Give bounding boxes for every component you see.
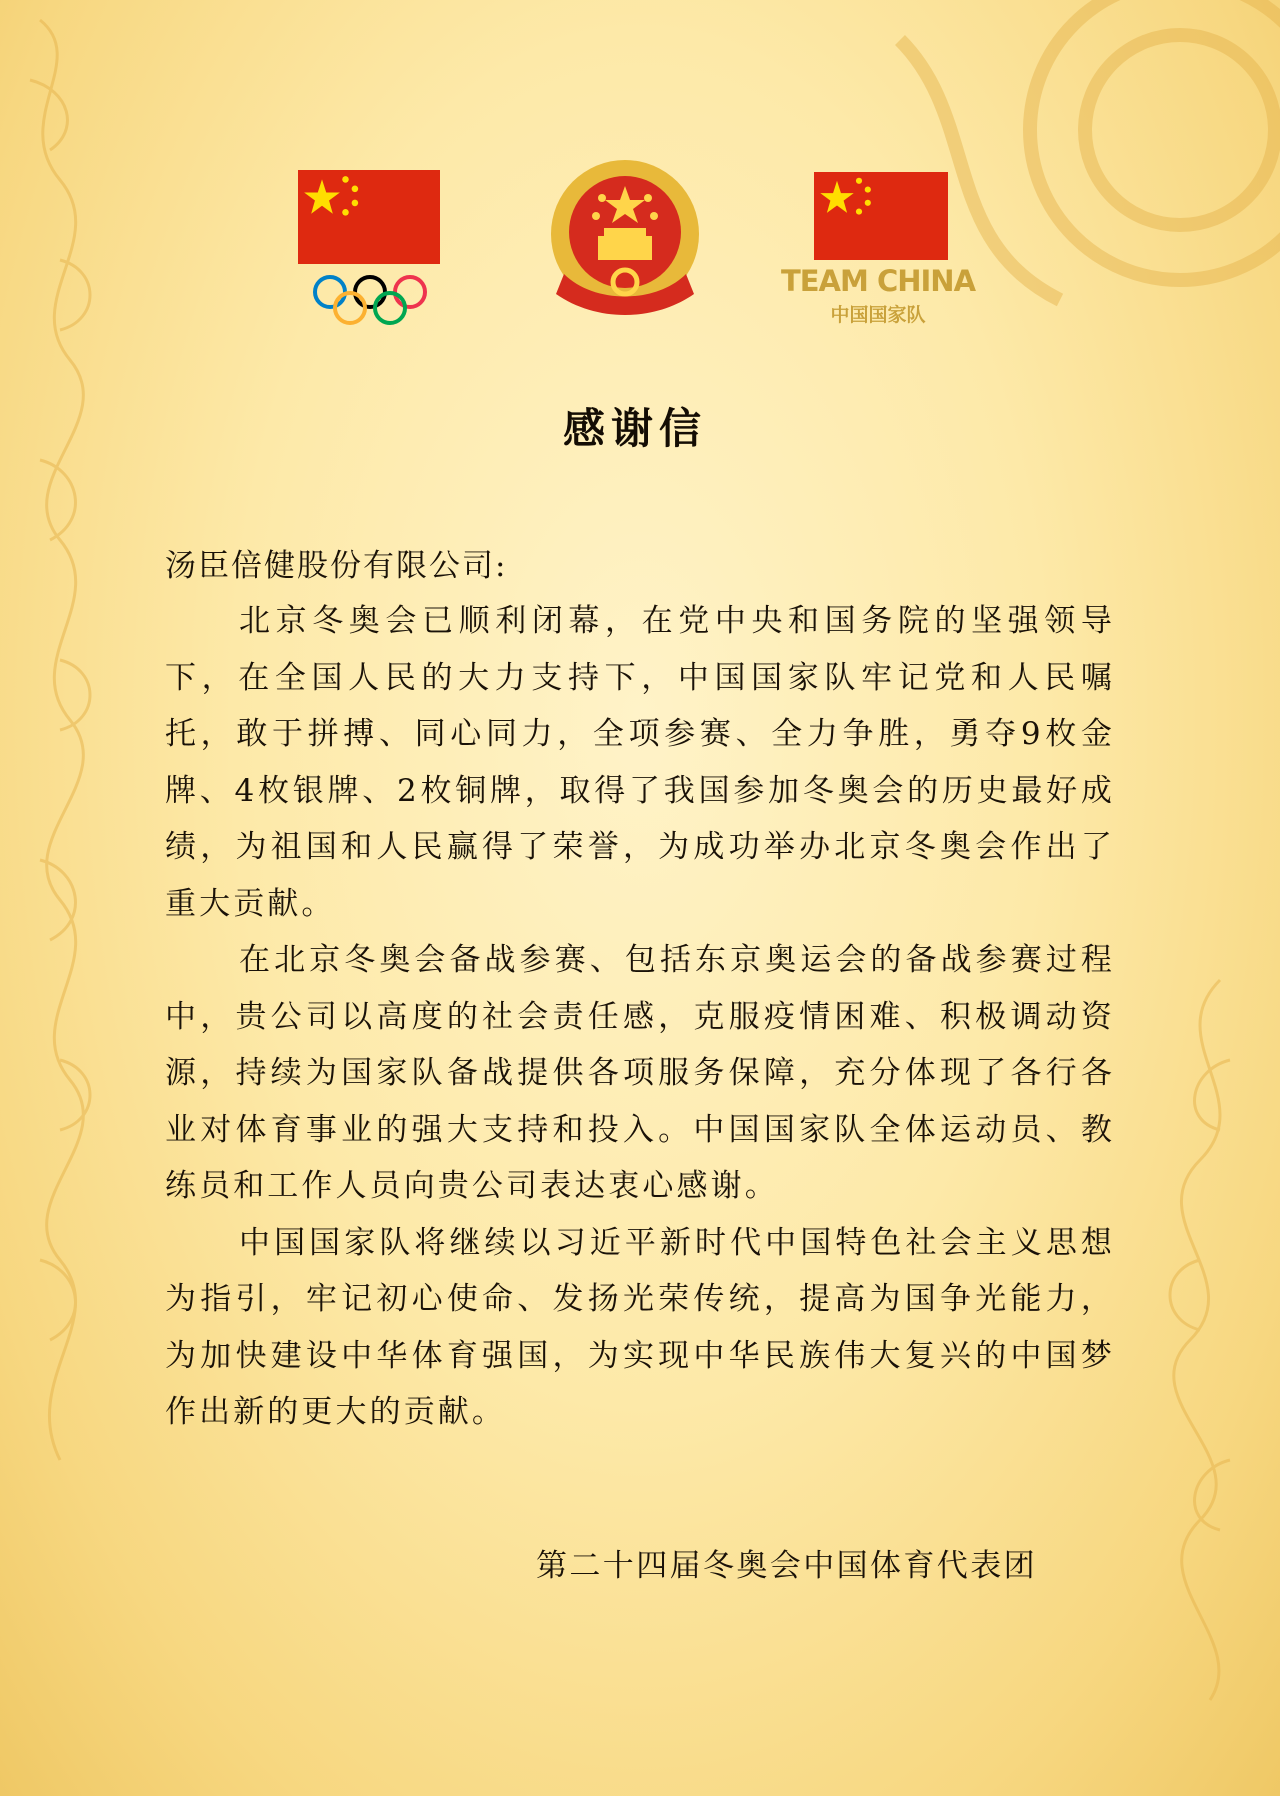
team-name: TEAM CHINA — [780, 264, 976, 298]
paragraph-1: 北京冬奥会已顺利闭幕，在党中央和国务院的坚强领导下，在全国人民的大力支持下，中国国家队牢记党和人民嘱托，敢于拼搏、同心同力，全项参赛、全力争胜，勇夺9枚金牌、4枚银牌、2枚铜牌，取得了我国参加冬奥会的历史最好成绩，为祖国和人民赢得了荣誉，为成功举办北京冬奥会作出了重大贡献。 — [165, 603, 1115, 922]
salutation: 汤臣倍健股份有限公司: — [165, 548, 508, 584]
flag-stars-icon — [814, 172, 948, 260]
olympic-emblem — [298, 170, 440, 330]
team-china-logo — [778, 172, 978, 332]
paragraph-2: 在北京冬奥会备战参赛、包括东京奥运会的备战参赛过程中，贵公司以高度的社会责任感，克服疫情困难、积极调动资源，持续为国家队备战提供各项服务保障，充分体现了各行各业对体育事业的强大支持和投入。中国国家队全体运动员、教练员和工作人员向贵公司表达衷心感谢。 — [165, 942, 1115, 1204]
flag-stars-icon — [298, 170, 440, 264]
national-emblem-icon — [544, 154, 706, 324]
olympic-rings-icon — [312, 272, 428, 328]
paragraph-3: 中国国家队将继续以习近平新时代中国特色社会主义思想为指引，牢记初心使命、发扬光荣传统，提高为国争光能力，为加快建设中华体育强国，为实现中华民族伟大复兴的中国梦作出新的更大的贡献。 — [165, 1224, 1115, 1430]
floral-ornament-bottom-right — [1140, 960, 1280, 1720]
letter-title: 感谢信 — [562, 404, 707, 453]
floral-ornament-left — [0, 0, 120, 1500]
china-flag — [814, 172, 948, 260]
team-name-zh: 中国国家队 — [830, 304, 926, 326]
china-flag — [298, 170, 440, 264]
letter-body — [165, 593, 1115, 1441]
signature: 第二十四届冬奥会中国体育代表团 — [536, 1548, 1037, 1584]
